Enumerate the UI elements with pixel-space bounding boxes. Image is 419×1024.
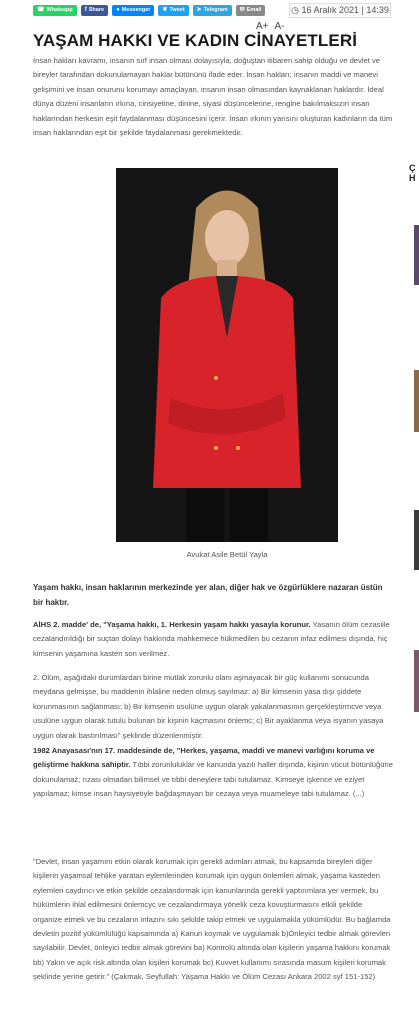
- article-lead: Yaşam hakkı, insan haklarının merkezinde yer alan, diğer hak ve özgürlüklere nazaran üstün bir haktır.: [33, 583, 383, 607]
- article-intro: İnsan hakları kavramı, insanın sırf insan olması dolayısıyla, doğuştan itibaren sahip olduğu ve devlet ve bireyler tarafından dokunulamayan haklar bütününü ifade eder. İnsan hakları; insanın maddi ve manevi gelişimini ve insan onurunu korumayı amaçlayan, insanın insan olmasından kaynaklanan haklardır. İdeal dünya düzeni insanların ırkına, cinsiyetine, dinine, siyasi düşüncelerine, rengine bakılmaksızın insan haklarından herkesin eşit faydalanması düşüncesini içerir. İnsan ırkının yarısını oluşturan kadınların da tüm insan haklarından eşit bir şekilde faydalanması gerekmektedir.: [33, 56, 393, 138]
- share-button-label: Messenger: [121, 7, 151, 13]
- paragraph-aihs: [33, 618, 393, 661]
- share-button-messenger[interactable]: [112, 5, 154, 16]
- whatsapp-icon: ☎: [37, 7, 45, 13]
- facebook-icon: f: [84, 7, 87, 13]
- font-increase-button[interactable]: A+: [256, 21, 269, 32]
- paragraph-aihs-rest: Yasanın ölüm cezasiile cezalandırıldığı bir suçtan dolayı hakkında mahkemece hükmedilen bu cezanın infaz edilmesi dışında, hiç kimsenin yaşamına kasten son verilmez.: [33, 620, 390, 658]
- paragraph-constitution-rest: Tıbbi zorunluluklar ve kanunda yazılı haller dışında, kişinin vücut bütünlüğüne dokunulamaz; rızası olmadan bilimsel ve tıbbi deneylere tabi tutulamaz. Kimseye işkence ve eziyet yapılamaz; kimse insan haysiyetiyle bağdaşmayan bir cezaya veya muameleye tabi tutulamaz. (...): [33, 760, 393, 799]
- email-icon: ✉: [239, 7, 245, 13]
- paragraph-aihs-bold: AİHS 2. madde' de, "Yaşama hakkı, 1. Herkesin yaşam hakkı yasayla korunur.: [33, 620, 311, 629]
- publish-date: [289, 3, 391, 18]
- clock-icon: ◷: [291, 5, 299, 15]
- article-title: YAŞAM HAKKI VE KADIN CİNAYETLERİ: [33, 31, 358, 50]
- share-button-telegram[interactable]: [193, 5, 232, 16]
- font-decrease-button[interactable]: A-: [274, 21, 285, 32]
- share-button-label: Tweet: [169, 7, 185, 13]
- share-button-label: Telegram: [203, 7, 228, 13]
- sidebar-thumbnail[interactable]: [414, 225, 419, 285]
- telegram-icon: ➤: [196, 7, 202, 13]
- share-button-whatsapp[interactable]: [33, 5, 77, 16]
- share-button-label: Whatsapp: [46, 7, 73, 13]
- share-button-share[interactable]: [81, 5, 108, 16]
- twitter-icon: ❦: [162, 7, 168, 13]
- author-photo: [116, 168, 338, 542]
- sidebar-thumbnail[interactable]: [414, 650, 419, 712]
- paragraph-constitution: [33, 744, 393, 802]
- share-button-tweet[interactable]: [158, 5, 188, 16]
- paragraph-constitution-bold: 1982 Anayasası'nın 17. maddesinde de, "Herkes, yaşama, maddi ve manevi varlığını koruma ve geliştirme hakkına sahiptir.: [33, 746, 375, 770]
- share-button-label: Share: [88, 7, 105, 13]
- sidebar-heading-line-2: H: [409, 173, 416, 183]
- portrait-illustration: [116, 168, 338, 542]
- messenger-icon: ●: [116, 7, 120, 13]
- share-bar: [33, 5, 265, 16]
- image-caption: Avukat Asile Betül Yayla: [186, 550, 268, 559]
- share-button-email[interactable]: [236, 5, 266, 16]
- paragraph-death-exceptions: 2. Ölüm, aşağıdaki durumlardan birine mutlak zorunlu olanı aşmayacak bir güç kullanımı sonucunda meydana gelmişse, bu maddenin ihlaline neden olmuş sayılmaz: a) Bir kimsenin yasa dışı şiddete korunmasının sağlanması; b) Bir kimsenin usulüne uygun olarak yakalanmasının gerçekleştirmcve veya usulüne uygun olarak tutulu bulunan bir kişinin kaçmasını önlemc; c) Bir ayaklanma veya isyanın yasaya uygun olarak bastırılması" şeklinde düzenlenmiştir.: [33, 673, 384, 740]
- share-button-label: Email: [246, 7, 262, 13]
- sidebar-thumbnail[interactable]: [414, 510, 419, 570]
- sidebar-thumbnail[interactable]: [414, 370, 419, 432]
- publish-date-text: 16 Aralık 2021 | 14:39: [301, 5, 389, 15]
- sidebar-heading-fragment: [409, 163, 416, 183]
- sidebar-heading-line-1: Ç: [409, 163, 416, 173]
- paragraph-state-duties: "Devlet, insan yaşamını etkin olarak korumak için gerekli adımları atmak, bu kapsamda bireyleri diğer kişilerin yaşamsal tehlike yaratan eylemlerinden korumak için uygun önlemleri almak, yaşama kasteden eylemleri caydırıcı ve etkin şekilde cezalandırmak için kanunlarında gerekli yaptırımlara yer vermek, bu hükümlerin ihlal edilmesini önlemcyc ve cezalandırmaya yönelik ceza kovuşturmasını etkili şekilde organize etmek ve bu cezaların infazını sıkı şekilde takip etmek ve uygulamakla yükümlüdür. Bu bağlamda devletin pozitif yükümlülüğü kapsamında a) Kanun koymak ve uygulamak b)Önleyici tedbir almak görevleri sayılabilir. Devlet, önleyici tedbir almak görevini ba) Kontrolü altında olan kişilerin yaşama hakkını korumak bb) Yakın ve açık risk altında olan kişileri korumak bc) Kuvvet kullanımı sırasında masum kişileri korumak şeklinde yerine getirir." (Çakmak, Seyfullah: Yaşama Hakkı ve Ölüm Cezası Ankara 2002 syf 151-152): [33, 857, 391, 982]
